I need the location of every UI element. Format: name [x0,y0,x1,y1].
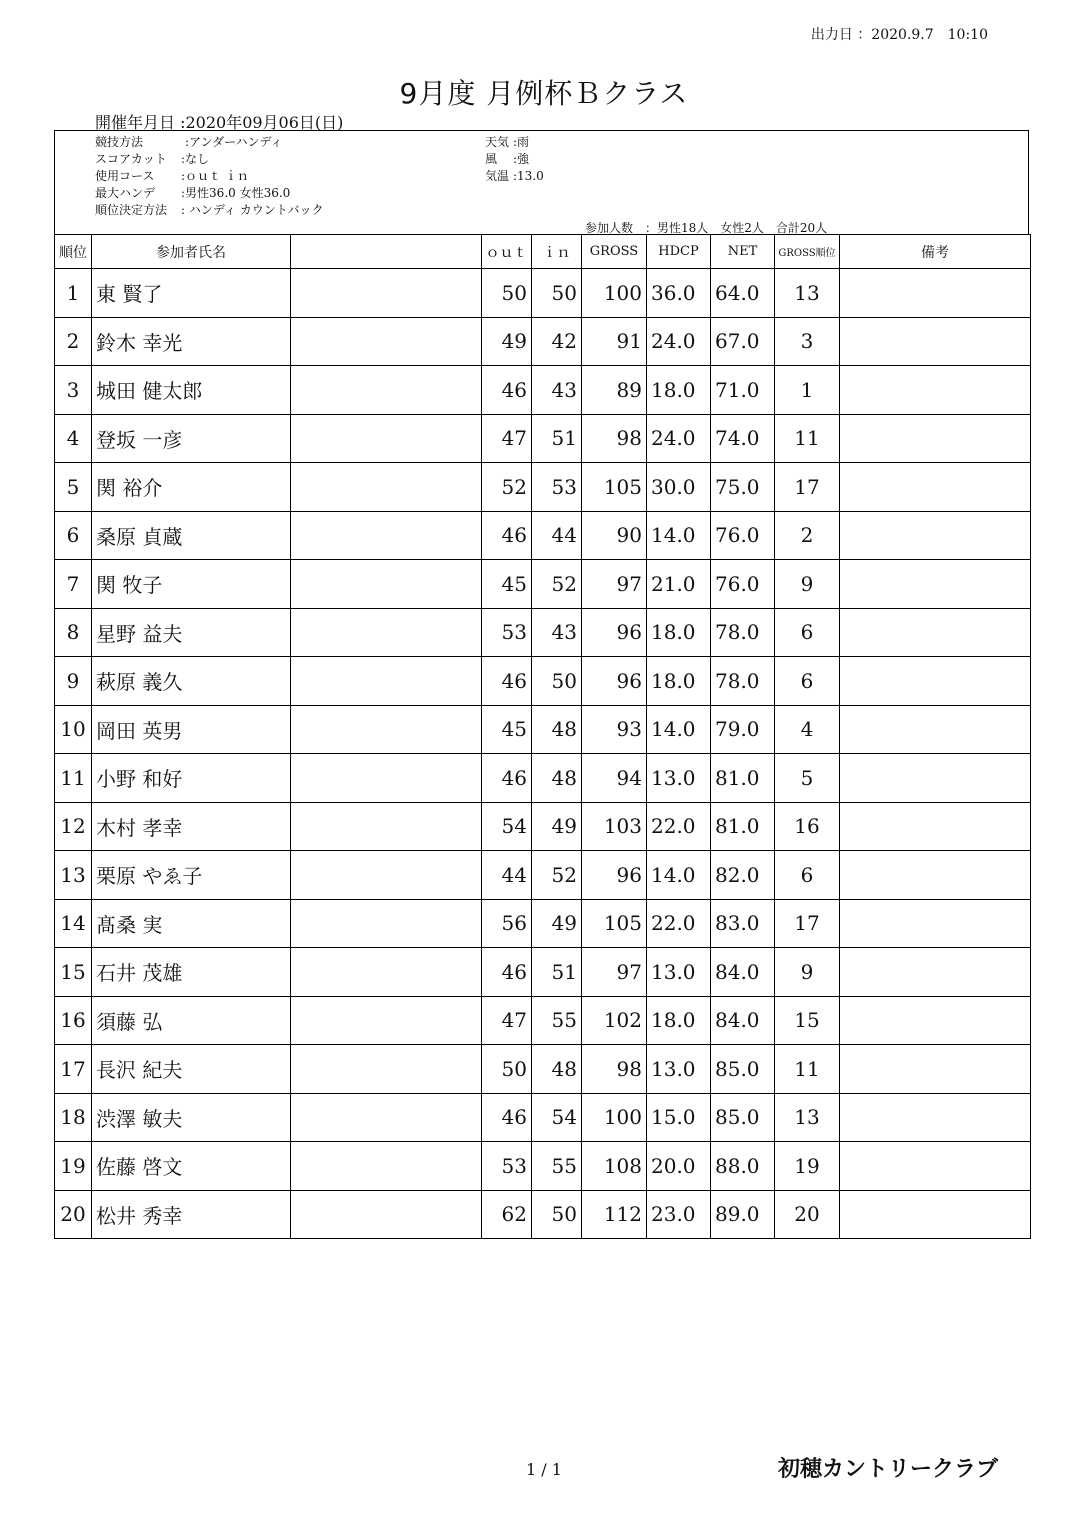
table-row [55,1093,1031,1142]
cell-gross: 100 [582,269,647,318]
cell-rank: 3 [55,366,92,415]
cell-extra [291,463,482,512]
cell-gross-rank: 13 [775,269,840,318]
col-header-net: NET [711,235,775,269]
cell-out: 46 [482,657,532,706]
table-row [55,366,1031,415]
cell-gross: 98 [582,414,647,463]
cell-out: 50 [482,1045,532,1094]
cell-gross-rank: 9 [775,948,840,997]
cell-out: 46 [482,366,532,415]
table-row [55,948,1031,997]
info-key: 使用コース [95,169,155,183]
cell-hdcp: 15.0 [647,1093,711,1142]
table-row [55,657,1031,706]
table-row [55,899,1031,948]
cell-net: 85.0 [711,1045,775,1094]
cell-rank: 4 [55,414,92,463]
info-key: 気温 [485,169,510,183]
cell-remarks [840,560,1031,609]
cell-name: 関 牧子 [92,560,291,609]
cell-hdcp: 24.0 [647,414,711,463]
cell-hdcp: 30.0 [647,463,711,512]
table-row [55,269,1031,318]
cell-extra [291,1142,482,1191]
cell-net: 76.0 [711,511,775,560]
table-row [55,560,1031,609]
cell-extra [291,1045,482,1094]
cell-gross-rank: 6 [775,851,840,900]
cell-net: 67.0 [711,317,775,366]
col-header-out: ｏｕｔ [482,235,532,269]
cell-gross-rank: 11 [775,414,840,463]
table-row [55,1045,1031,1094]
cell-extra [291,414,482,463]
cell-rank: 16 [55,996,92,1045]
cell-gross-rank: 4 [775,705,840,754]
info-score-cut [95,150,209,167]
cell-gross: 103 [582,802,647,851]
info-course [95,167,249,184]
info-value: :なし [181,152,210,166]
col-header-remarks: 備考 [840,235,1031,269]
table-row [55,851,1031,900]
cell-name: 登坂 一彦 [92,414,291,463]
cell-gross: 112 [582,1190,647,1239]
cell-in: 51 [532,414,582,463]
cell-extra [291,366,482,415]
cell-remarks [840,1045,1031,1094]
cell-net: 81.0 [711,754,775,803]
page-title: 9月度 月例杯Ｂクラス [399,77,689,110]
cell-extra [291,560,482,609]
cell-name: 関 裕介 [92,463,291,512]
info-value: :アンダーハンディ [185,135,283,149]
cell-rank: 20 [55,1190,92,1239]
cell-in: 43 [532,608,582,657]
info-key: 最大ハンデ [95,186,156,200]
cell-net: 82.0 [711,851,775,900]
info-value: :13.0 [513,169,544,183]
cell-in: 50 [532,269,582,318]
cell-net: 76.0 [711,560,775,609]
cell-out: 53 [482,608,532,657]
cell-gross-rank: 20 [775,1190,840,1239]
cell-remarks [840,1142,1031,1191]
cell-gross-rank: 17 [775,899,840,948]
cell-net: 64.0 [711,269,775,318]
col-header-rank: 順位 [55,235,92,269]
col-header-extra [291,235,482,269]
cell-net: 84.0 [711,948,775,997]
cell-gross: 93 [582,705,647,754]
cell-gross-rank: 19 [775,1142,840,1191]
cell-name: 石井 茂雄 [92,948,291,997]
cell-gross: 97 [582,560,647,609]
info-ranking-method [95,201,323,218]
info-value: : ハンディ カウントバック [181,203,324,217]
info-value: :強 [513,152,530,166]
cell-hdcp: 18.0 [647,657,711,706]
info-value: :ｏｕｔ ｉｎ [181,169,249,183]
cell-extra [291,899,482,948]
cell-name: 城田 健太郎 [92,366,291,415]
cell-net: 79.0 [711,705,775,754]
cell-rank: 10 [55,705,92,754]
cell-net: 85.0 [711,1093,775,1142]
cell-gross: 96 [582,851,647,900]
cell-hdcp: 13.0 [647,1045,711,1094]
cell-gross-rank: 13 [775,1093,840,1142]
col-header-in: ｉｎ [532,235,582,269]
cell-name: 桑原 貞蔵 [92,511,291,560]
col-header-gross-rank: GROSS順位 [775,235,840,269]
cell-hdcp: 22.0 [647,802,711,851]
cell-rank: 17 [55,1045,92,1094]
cell-gross: 98 [582,1045,647,1094]
cell-extra [291,705,482,754]
cell-rank: 8 [55,608,92,657]
cell-rank: 6 [55,511,92,560]
cell-out: 47 [482,414,532,463]
cell-extra [291,754,482,803]
cell-in: 52 [532,560,582,609]
cell-extra [291,511,482,560]
cell-in: 42 [532,317,582,366]
cell-gross-rank: 11 [775,1045,840,1094]
info-wind [485,150,529,167]
info-value: :雨 [513,135,530,149]
cell-hdcp: 18.0 [647,996,711,1045]
cell-in: 49 [532,899,582,948]
cell-name: 長沢 紀夫 [92,1045,291,1094]
table-row [55,608,1031,657]
table-row [55,317,1031,366]
cell-rank: 15 [55,948,92,997]
cell-name: 須藤 弘 [92,996,291,1045]
cell-remarks [840,511,1031,560]
cell-gross-rank: 5 [775,754,840,803]
held-date: 開催年月日 :2020年09月06日(日) [95,113,344,132]
cell-remarks [840,366,1031,415]
cell-out: 45 [482,560,532,609]
table-row [55,705,1031,754]
cell-remarks [840,754,1031,803]
cell-remarks [840,317,1031,366]
cell-remarks [840,802,1031,851]
info-max-handicap [95,184,290,201]
info-value: :男性36.0 女性36.0 [181,186,291,200]
cell-hdcp: 18.0 [647,366,711,415]
cell-out: 54 [482,802,532,851]
cell-gross: 89 [582,366,647,415]
cell-extra [291,996,482,1045]
cell-name: 髙桑 実 [92,899,291,948]
cell-gross: 97 [582,948,647,997]
cell-name: 小野 和好 [92,754,291,803]
col-header-hdcp: HDCP [647,235,711,269]
cell-rank: 19 [55,1142,92,1191]
cell-remarks [840,851,1031,900]
cell-remarks [840,899,1031,948]
cell-gross: 100 [582,1093,647,1142]
cell-remarks [840,414,1031,463]
table-row [55,414,1031,463]
cell-out: 50 [482,269,532,318]
cell-name: 渋澤 敏夫 [92,1093,291,1142]
info-key: 競技方法 [95,135,144,149]
competition-info-box [54,130,1029,234]
cell-net: 74.0 [711,414,775,463]
cell-net: 88.0 [711,1142,775,1191]
cell-out: 52 [482,463,532,512]
cell-in: 48 [532,754,582,803]
col-header-name: 参加者氏名 [92,235,291,269]
cell-gross-rank: 6 [775,608,840,657]
cell-remarks [840,948,1031,997]
cell-net: 84.0 [711,996,775,1045]
cell-gross: 96 [582,608,647,657]
cell-extra [291,802,482,851]
cell-remarks [840,705,1031,754]
table-row [55,996,1031,1045]
cell-extra [291,657,482,706]
cell-in: 50 [532,657,582,706]
cell-rank: 18 [55,1093,92,1142]
cell-rank: 9 [55,657,92,706]
cell-hdcp: 18.0 [647,608,711,657]
cell-name: 鈴木 幸光 [92,317,291,366]
cell-hdcp: 36.0 [647,269,711,318]
cell-extra [291,608,482,657]
cell-rank: 1 [55,269,92,318]
cell-rank: 7 [55,560,92,609]
cell-gross-rank: 6 [775,657,840,706]
cell-hdcp: 22.0 [647,899,711,948]
info-method [95,133,283,150]
cell-in: 50 [532,1190,582,1239]
cell-in: 51 [532,948,582,997]
cell-name: 東 賢了 [92,269,291,318]
cell-hdcp: 20.0 [647,1142,711,1191]
cell-gross: 102 [582,996,647,1045]
cell-gross-rank: 9 [775,560,840,609]
cell-hdcp: 21.0 [647,560,711,609]
cell-out: 62 [482,1190,532,1239]
table-row [55,463,1031,512]
cell-extra [291,269,482,318]
info-key: 風 [485,152,498,166]
cell-out: 47 [482,996,532,1045]
cell-name: 星野 益夫 [92,608,291,657]
cell-in: 49 [532,802,582,851]
cell-hdcp: 14.0 [647,705,711,754]
cell-out: 44 [482,851,532,900]
cell-out: 56 [482,899,532,948]
table-row [55,754,1031,803]
cell-in: 48 [532,705,582,754]
club-name: 初穂カントリークラブ [778,1457,999,1482]
cell-rank: 13 [55,851,92,900]
cell-net: 81.0 [711,802,775,851]
table-row [55,1142,1031,1191]
cell-rank: 2 [55,317,92,366]
cell-remarks [840,269,1031,318]
cell-rank: 11 [55,754,92,803]
cell-net: 71.0 [711,366,775,415]
cell-remarks [840,608,1031,657]
cell-extra [291,317,482,366]
cell-remarks [840,1190,1031,1239]
cell-in: 53 [532,463,582,512]
cell-net: 78.0 [711,657,775,706]
table-header-row [55,235,1031,269]
cell-in: 55 [532,996,582,1045]
cell-hdcp: 13.0 [647,754,711,803]
cell-in: 48 [532,1045,582,1094]
table-row [55,802,1031,851]
cell-in: 43 [532,366,582,415]
cell-gross-rank: 15 [775,996,840,1045]
cell-hdcp: 13.0 [647,948,711,997]
cell-name: 佐藤 啓文 [92,1142,291,1191]
cell-gross: 105 [582,463,647,512]
cell-extra [291,1093,482,1142]
info-weather [485,133,529,150]
cell-gross: 90 [582,511,647,560]
cell-rank: 5 [55,463,92,512]
results-table [54,234,1031,1239]
cell-name: 栗原 やゑ子 [92,851,291,900]
cell-extra [291,851,482,900]
cell-extra [291,1190,482,1239]
cell-gross-rank: 1 [775,366,840,415]
cell-gross: 108 [582,1142,647,1191]
cell-gross: 91 [582,317,647,366]
cell-gross-rank: 3 [775,317,840,366]
cell-rank: 14 [55,899,92,948]
cell-in: 44 [532,511,582,560]
participant-count: 参加人数 ：男性18人 女性2人 合計20人 [585,221,828,235]
page-number: 1 / 1 [526,1460,562,1479]
cell-name: 萩原 義久 [92,657,291,706]
cell-name: 松井 秀幸 [92,1190,291,1239]
cell-out: 46 [482,511,532,560]
cell-net: 75.0 [711,463,775,512]
cell-remarks [840,657,1031,706]
table-row [55,511,1031,560]
cell-name: 岡田 英男 [92,705,291,754]
cell-hdcp: 14.0 [647,851,711,900]
cell-gross-rank: 17 [775,463,840,512]
cell-out: 46 [482,754,532,803]
cell-extra [291,948,482,997]
cell-gross: 94 [582,754,647,803]
cell-hdcp: 23.0 [647,1190,711,1239]
cell-out: 53 [482,1142,532,1191]
cell-gross: 105 [582,899,647,948]
cell-remarks [840,463,1031,512]
output-date: 出力日 ：2020.9.7 10:10 [810,27,988,43]
cell-gross: 96 [582,657,647,706]
cell-in: 54 [532,1093,582,1142]
cell-net: 78.0 [711,608,775,657]
info-key: 順位決定方法 [95,203,168,217]
cell-in: 52 [532,851,582,900]
cell-in: 55 [532,1142,582,1191]
cell-remarks [840,1093,1031,1142]
cell-out: 49 [482,317,532,366]
cell-out: 46 [482,948,532,997]
cell-out: 45 [482,705,532,754]
cell-remarks [840,996,1031,1045]
cell-out: 46 [482,1093,532,1142]
cell-hdcp: 24.0 [647,317,711,366]
cell-gross-rank: 2 [775,511,840,560]
cell-net: 89.0 [711,1190,775,1239]
info-key: 天気 [485,135,510,149]
cell-hdcp: 14.0 [647,511,711,560]
cell-name: 木村 孝幸 [92,802,291,851]
table-row [55,1190,1031,1239]
col-header-gross: GROSS [582,235,647,269]
info-temperature [485,167,544,184]
cell-gross-rank: 16 [775,802,840,851]
cell-net: 83.0 [711,899,775,948]
info-key: スコアカット [95,152,167,166]
cell-rank: 12 [55,802,92,851]
